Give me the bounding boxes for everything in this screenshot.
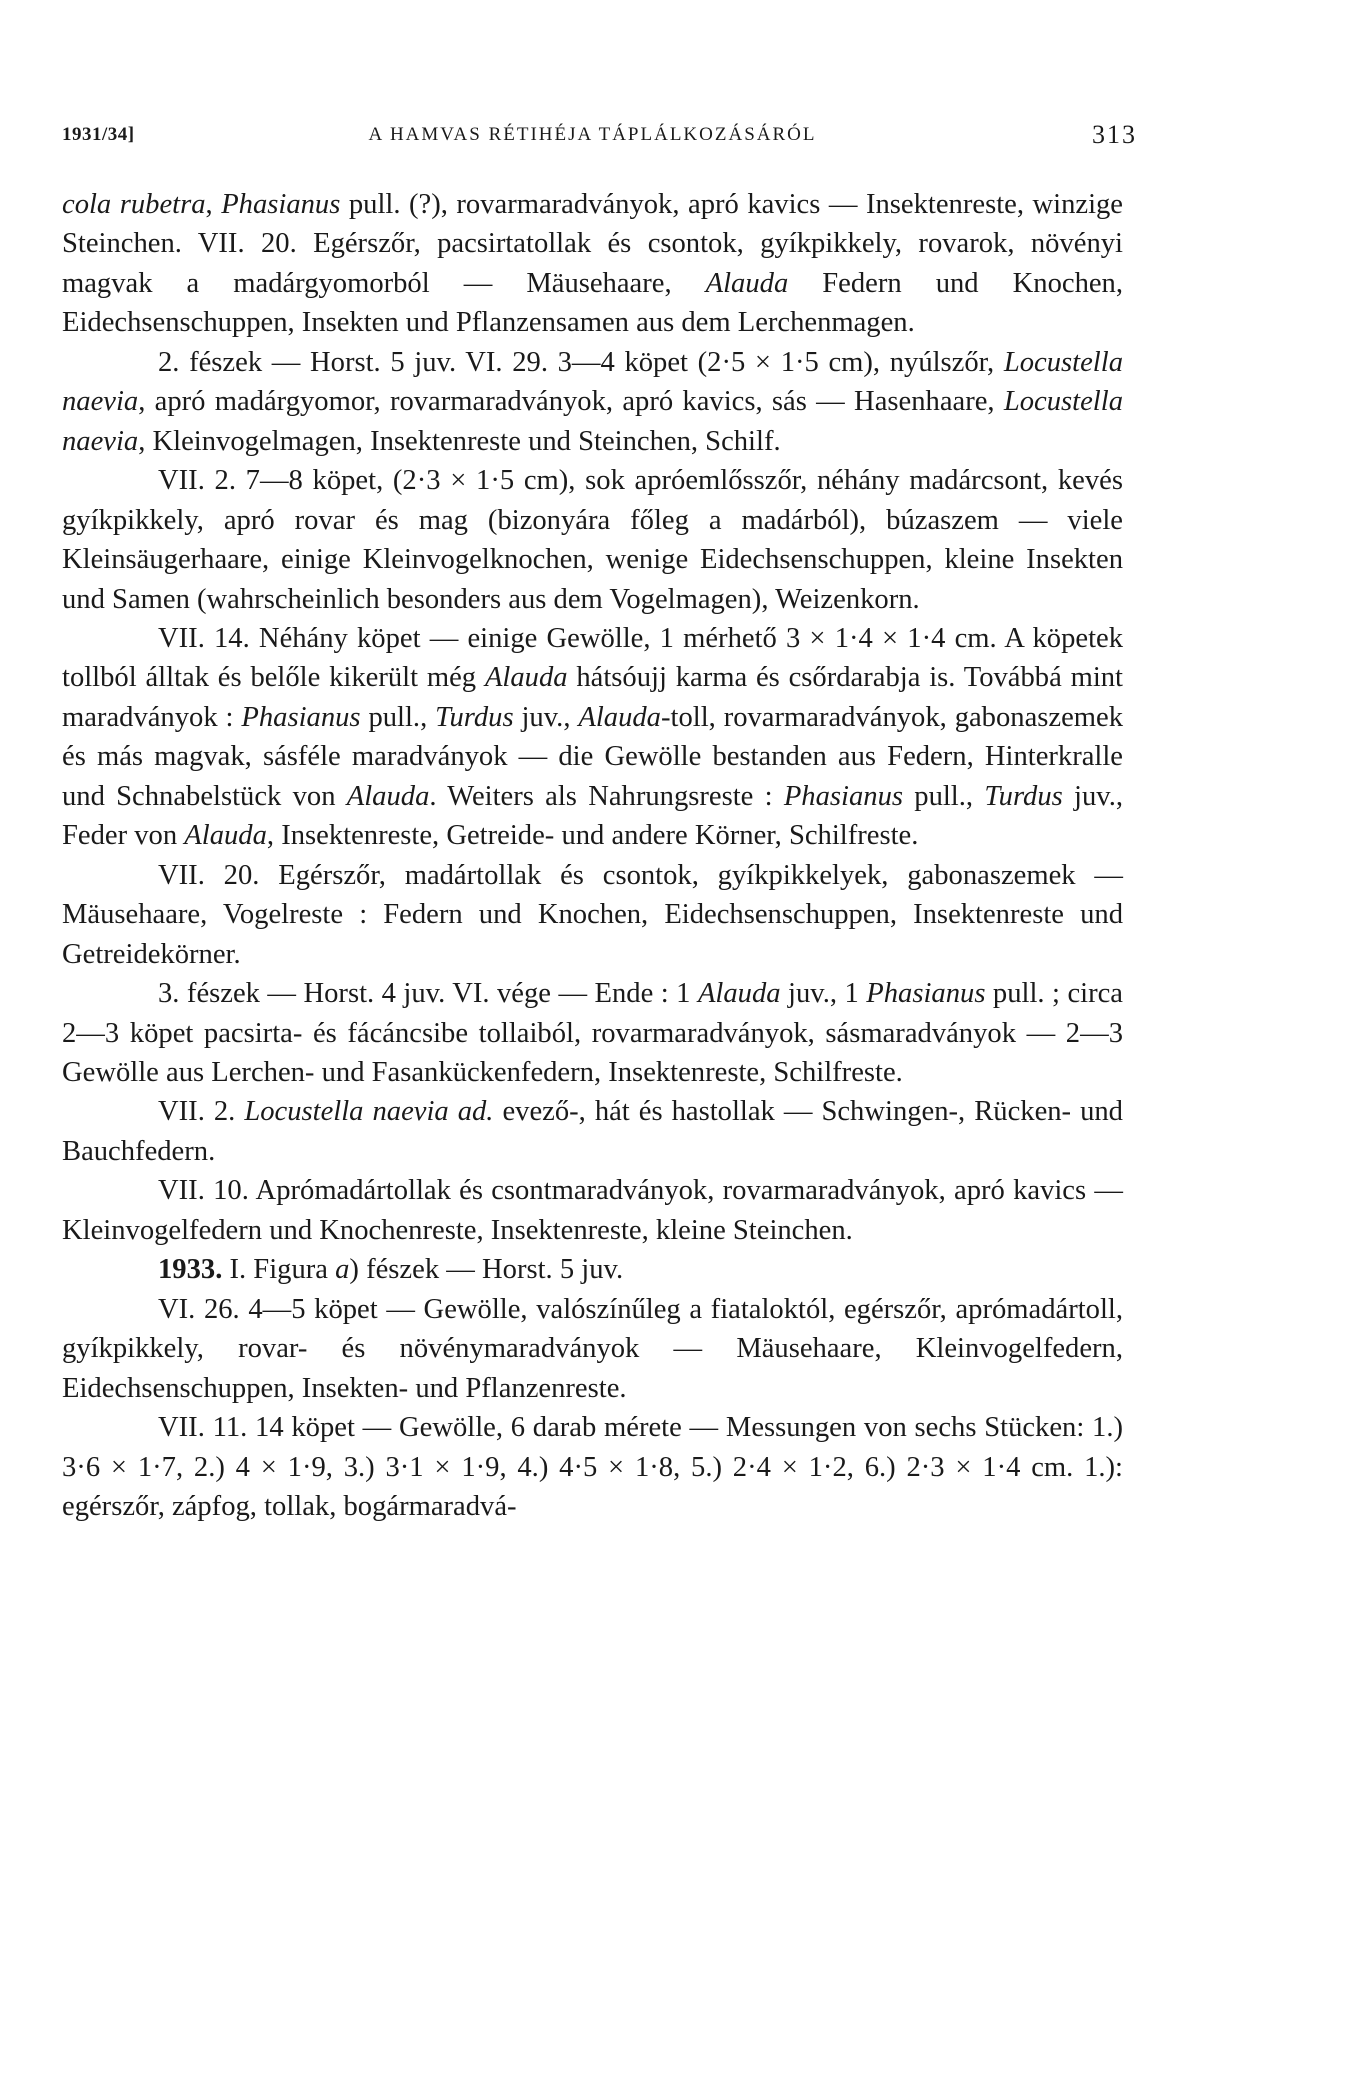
text-run: -toll, rovarmaradványok, gabonaszemek és más magvak, sásféle maradványok — die Gewölle bestanden aus Federn, Hinterkralle und Schnabelstück von <box>62 701 1124 812</box>
italic-text: Alauda <box>346 780 430 812</box>
italic-text: Phasianus <box>221 189 341 220</box>
paragraph <box>62 1171 1123 1250</box>
italic-text: Alauda <box>484 662 568 694</box>
text-run: VI. 26. 4—5 köpet — Gewölle, valószínűleg a fiataloktól, egérszőr, aprómadártoll, gyíkpikkely, rovar- és növénymaradványok — Mäusehaare, Kleinvogelfedern, Eidechsenschuppen, Insekten- und Pflanzenreste. <box>62 1293 1123 1404</box>
italic-text: cola rubetra <box>62 189 206 220</box>
italic-text: Alauda <box>697 978 781 1010</box>
italic-text: Locustella naevia <box>62 386 1123 457</box>
paragraph <box>62 461 1123 619</box>
text-run: juv., 1 <box>780 978 867 1010</box>
volume-label: 1931/34] <box>62 124 135 145</box>
italic-text: Phasianus <box>866 978 986 1010</box>
text-run: pull. ; circa 2—3 köpet pacsirta- és fácáncsibe tollaiból, rovarmaradványok, sásmaradványok — 2—3 Gewölle aus Lerchen- und Fasankückenfedern, Insektenreste, Schilfreste. <box>62 978 1123 1088</box>
italic-text: Locustella naevia <box>62 346 1123 418</box>
paragraph <box>62 1092 1123 1171</box>
bold-text: 1933. <box>158 1254 223 1286</box>
text-run: juv., <box>513 701 579 733</box>
paragraph <box>62 1250 1123 1289</box>
text-run: VII. 14. Néhány köpet — einige Gewölle, 1 mérhető 3 × 1·4 × 1·4 cm. A köpetek tollból álltak és belőle kikerült még <box>62 622 1123 694</box>
text-run: , Insektenreste, Getreide- und andere Körner, Schilfreste. <box>266 820 919 852</box>
text-run: pull. (?), rovarmaradványok, apró kavics — Insektenreste, winzige Steinchen. VII. 20. Egérszőr, pacsirtatollak és csontok, gyíkpikkely, rovarok, növényi magvak a madárgyomorból — Mäusehaare, <box>62 189 1123 299</box>
running-header <box>62 120 1137 160</box>
italic-text: Phasianus <box>241 701 361 733</box>
italic-text: Alauda <box>705 267 789 299</box>
italic-text: a <box>335 1254 350 1286</box>
paragraph <box>62 1408 1123 1526</box>
text-run: VII. 2. 7—8 köpet, (2·3 × 1·5 cm), sok apróemlősszőr, néhány madárcsont, kevés gyíkpikkely, apró rovar és mag (bizonyára főleg a madárból), búzaszem — viele Kleinsäugerhaare, einige Kleinvogelknochen, wenige Eidechsenschuppen, kleine Insekten und Samen (wahrscheinlich besonders aus dem Vogelmagen), Weizenkorn. <box>62 465 1123 615</box>
running-title: A HAMVAS RÉTIHÉJA TÁPLÁLKOZÁSÁRÓL <box>368 124 817 145</box>
text-run: VII. 10. Aprómadártollak és csontmaradványok, rovarmaradványok, apró kavics — Kleinvogelfedern und Knochenreste, Insektenreste, kleine Steinchen. <box>62 1175 1123 1246</box>
italic-text: Turdus <box>984 780 1063 812</box>
paragraph <box>62 974 1123 1092</box>
italic-text: Turdus <box>435 701 514 733</box>
text-run: hátsóujj karma és csőrdarabja is. Továbbá mint maradványok : <box>62 662 1123 733</box>
text-run: juv., Feder von <box>62 780 1123 852</box>
paragraph <box>62 343 1123 461</box>
paragraph <box>62 619 1123 856</box>
text-run: I. Figura <box>222 1254 336 1286</box>
text-run: , Kleinvogelmagen, Insektenreste und Steinchen, Schilf. <box>138 425 781 457</box>
text-run: evező-, hát és hastollak — Schwingen-, Rücken- und Bauchfedern. <box>62 1096 1123 1167</box>
paragraph <box>62 856 1123 974</box>
text-run: VII. 2. <box>158 1096 245 1128</box>
paragraph <box>62 1290 1123 1408</box>
text-run: , <box>205 189 222 220</box>
italic-text: Phasianus <box>783 780 903 812</box>
italic-text: Locustella naevia ad. <box>244 1096 494 1128</box>
text-run: VII. 20. Egérszőr, madártollak és csontok, gyíkpikkelyek, gabonaszemek — Mäusehaare, Vogelreste : Federn und Knochen, Eidechsenschuppen, Insektenreste und Getreidekörner. <box>62 859 1123 970</box>
text-run: ) fészek — Horst. 5 juv. <box>349 1254 624 1286</box>
italic-text: Alauda <box>578 701 661 733</box>
text-run: 2. fészek — Horst. 5 juv. VI. 29. 3—4 köpet (2·5 × 1·5 cm), nyúlszőr, <box>158 346 1004 378</box>
italic-text: Alauda <box>184 820 267 852</box>
text-run: Federn und Knochen, Eidechsenschuppen, Insekten und Pflanzensamen aus dem Lerchenmagen. <box>62 267 1123 339</box>
text-run: 3. fészek — Horst. 4 juv. VI. vége — Ende : 1 <box>158 978 698 1010</box>
text-run: . Weiters als Nahrungsreste : <box>429 780 784 812</box>
text-run: VII. 11. 14 köpet — Gewölle, 6 darab mérete — Messungen von sechs Stücken: 1.) 3·6 × 1·7, 2.) 4 × 1·9, 3.) 3·1 × 1·9, 4.) 4·5 × 1·8, 5.) 2·4 × 1·2, 6.) 2·3 × 1·4 cm. 1.): egérszőr, zápfog, tollak, bogármaradvá- <box>62 1412 1123 1522</box>
text-run: pull., <box>360 701 436 733</box>
text-run: pull., <box>903 780 985 812</box>
paragraph <box>62 185 1123 343</box>
text-run: , apró madárgyomor, rovarmaradványok, apró kavics, sás — Hasenhaare, <box>138 386 1004 418</box>
body-text <box>62 185 1123 1526</box>
page-number: 313 <box>1092 120 1137 149</box>
